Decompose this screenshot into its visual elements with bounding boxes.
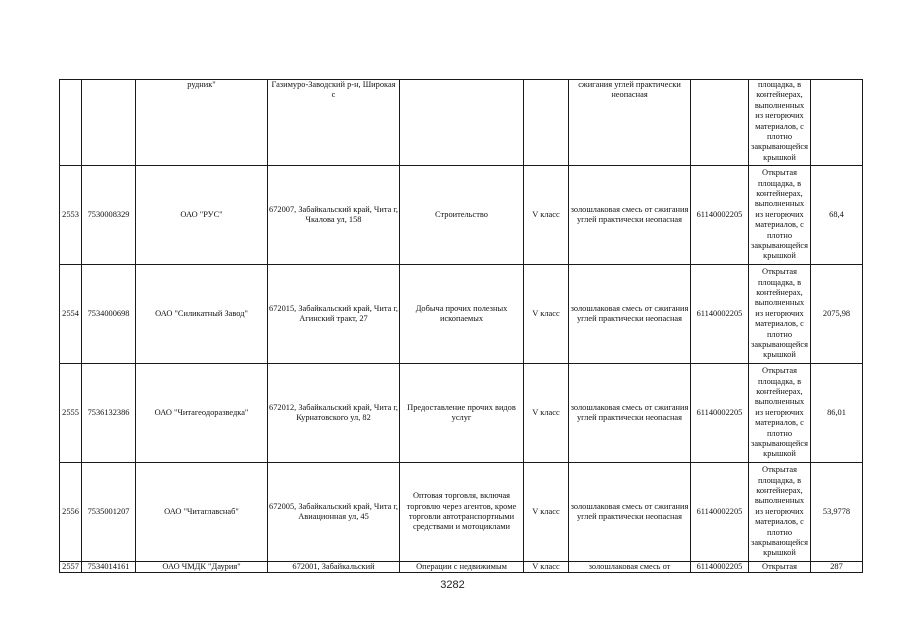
- cell-address: 672015, Забайкальский край, Чита г, Агинский тракт, 27: [268, 265, 400, 364]
- page-number: 3282: [440, 579, 465, 591]
- cell-inn: [82, 80, 136, 166]
- cell-hazard-class: V класс: [524, 364, 569, 463]
- cell-activity: [400, 80, 524, 166]
- table-row: [60, 463, 863, 562]
- cell-num: [60, 80, 82, 166]
- cell-waste: золошлаковая смесь от сжигания углей практически неопасная: [569, 364, 691, 463]
- cell-name: ОАО ЧМДК "Даурия": [136, 562, 268, 573]
- cell-waste: золошлаковая смесь от сжигания углей практически неопасная: [569, 265, 691, 364]
- cell-code: 61140002205: [691, 166, 749, 265]
- cell-inn: 7534000698: [82, 265, 136, 364]
- cell-inn: 7535001207: [82, 463, 136, 562]
- cell-num: 2553: [60, 166, 82, 265]
- table-row: [60, 265, 863, 364]
- cell-storage: Открытая площадка, в контейнерах, выполненных из негорючих материалов, с плотно закрывающейся крышкой: [749, 463, 811, 562]
- cell-num: 2557: [60, 562, 82, 573]
- cell-inn: 7536132386: [82, 364, 136, 463]
- cell-hazard-class: V класс: [524, 463, 569, 562]
- cell-storage: Открытая площадка, в контейнерах, выполненных из негорючих материалов, с плотно закрывающейся крышкой: [749, 166, 811, 265]
- cell-activity: Предоставление прочих видов услуг: [400, 364, 524, 463]
- cell-address: 672005, Забайкальский край, Чита г, Авиационная ул, 45: [268, 463, 400, 562]
- cell-waste: золошлаковая смесь от сжигания углей практически неопасная: [569, 166, 691, 265]
- cell-activity: Оптовая торговля, включая торговлю через агентов, кроме торговли автотранспортными средствами и мотоциклами: [400, 463, 524, 562]
- cell-name: ОАО "РУС": [136, 166, 268, 265]
- table-row: [60, 364, 863, 463]
- cell-storage: Открытая: [749, 562, 811, 573]
- cell-hazard-class: [524, 80, 569, 166]
- cell-num: 2554: [60, 265, 82, 364]
- cell-storage: Открытая площадка, в контейнерах, выполненных из негорючих материалов, с плотно закрывающейся крышкой: [749, 265, 811, 364]
- cell-amount: 2075,98: [811, 265, 863, 364]
- cell-storage: Открытая площадка, в контейнерах, выполненных из негорючих материалов, с плотно закрывающейся крышкой: [749, 364, 811, 463]
- cell-code: [691, 80, 749, 166]
- cell-name: рудник": [136, 80, 268, 166]
- cell-storage: площадка, в контейнерах, выполненных из негорючих материалов, с плотно закрывающейся крышкой: [749, 80, 811, 166]
- cell-name: ОАО "Читагеодоразведка": [136, 364, 268, 463]
- cell-code: 61140002205: [691, 265, 749, 364]
- cell-hazard-class: V класс: [524, 265, 569, 364]
- cell-hazard-class: V класс: [524, 562, 569, 573]
- cell-address: 672007, Забайкальский край, Чита г, Чкалова ул, 158: [268, 166, 400, 265]
- cell-waste: сжигания углей практически неопасная: [569, 80, 691, 166]
- cell-waste: золошлаковая смесь от: [569, 562, 691, 573]
- cell-address: 672012, Забайкальский край, Чита г, Курнатовского ул, 82: [268, 364, 400, 463]
- cell-address: Газимуро-Заводский р-н, Широкая с: [268, 80, 400, 166]
- cell-code: 61140002205: [691, 364, 749, 463]
- cell-amount: 53,9778: [811, 463, 863, 562]
- cell-address: 672001, Забайкальский: [268, 562, 400, 573]
- cell-name: ОАО "Силикатный Завод": [136, 265, 268, 364]
- cell-inn: 7534014161: [82, 562, 136, 573]
- cell-name: ОАО "Читаглавснаб": [136, 463, 268, 562]
- table-row-partial-top: [60, 80, 863, 166]
- cell-activity: Добыча прочих полезных ископаемых: [400, 265, 524, 364]
- cell-activity: Строительство: [400, 166, 524, 265]
- cell-code: 61140002205: [691, 463, 749, 562]
- cell-activity: Операции с недвижимым: [400, 562, 524, 573]
- cell-code: 61140002205: [691, 562, 749, 573]
- cell-amount: [811, 80, 863, 166]
- cell-hazard-class: V класс: [524, 166, 569, 265]
- cell-waste: золошлаковая смесь от сжигания углей практически неопасная: [569, 463, 691, 562]
- cell-amount: 86,01: [811, 364, 863, 463]
- cell-inn: 7530008329: [82, 166, 136, 265]
- cell-amount: 287: [811, 562, 863, 573]
- waste-registry-table: [59, 79, 863, 573]
- cell-amount: 68,4: [811, 166, 863, 265]
- cell-num: 2555: [60, 364, 82, 463]
- table-row: [60, 166, 863, 265]
- cell-num: 2556: [60, 463, 82, 562]
- table-row-partial-bottom: [60, 562, 863, 573]
